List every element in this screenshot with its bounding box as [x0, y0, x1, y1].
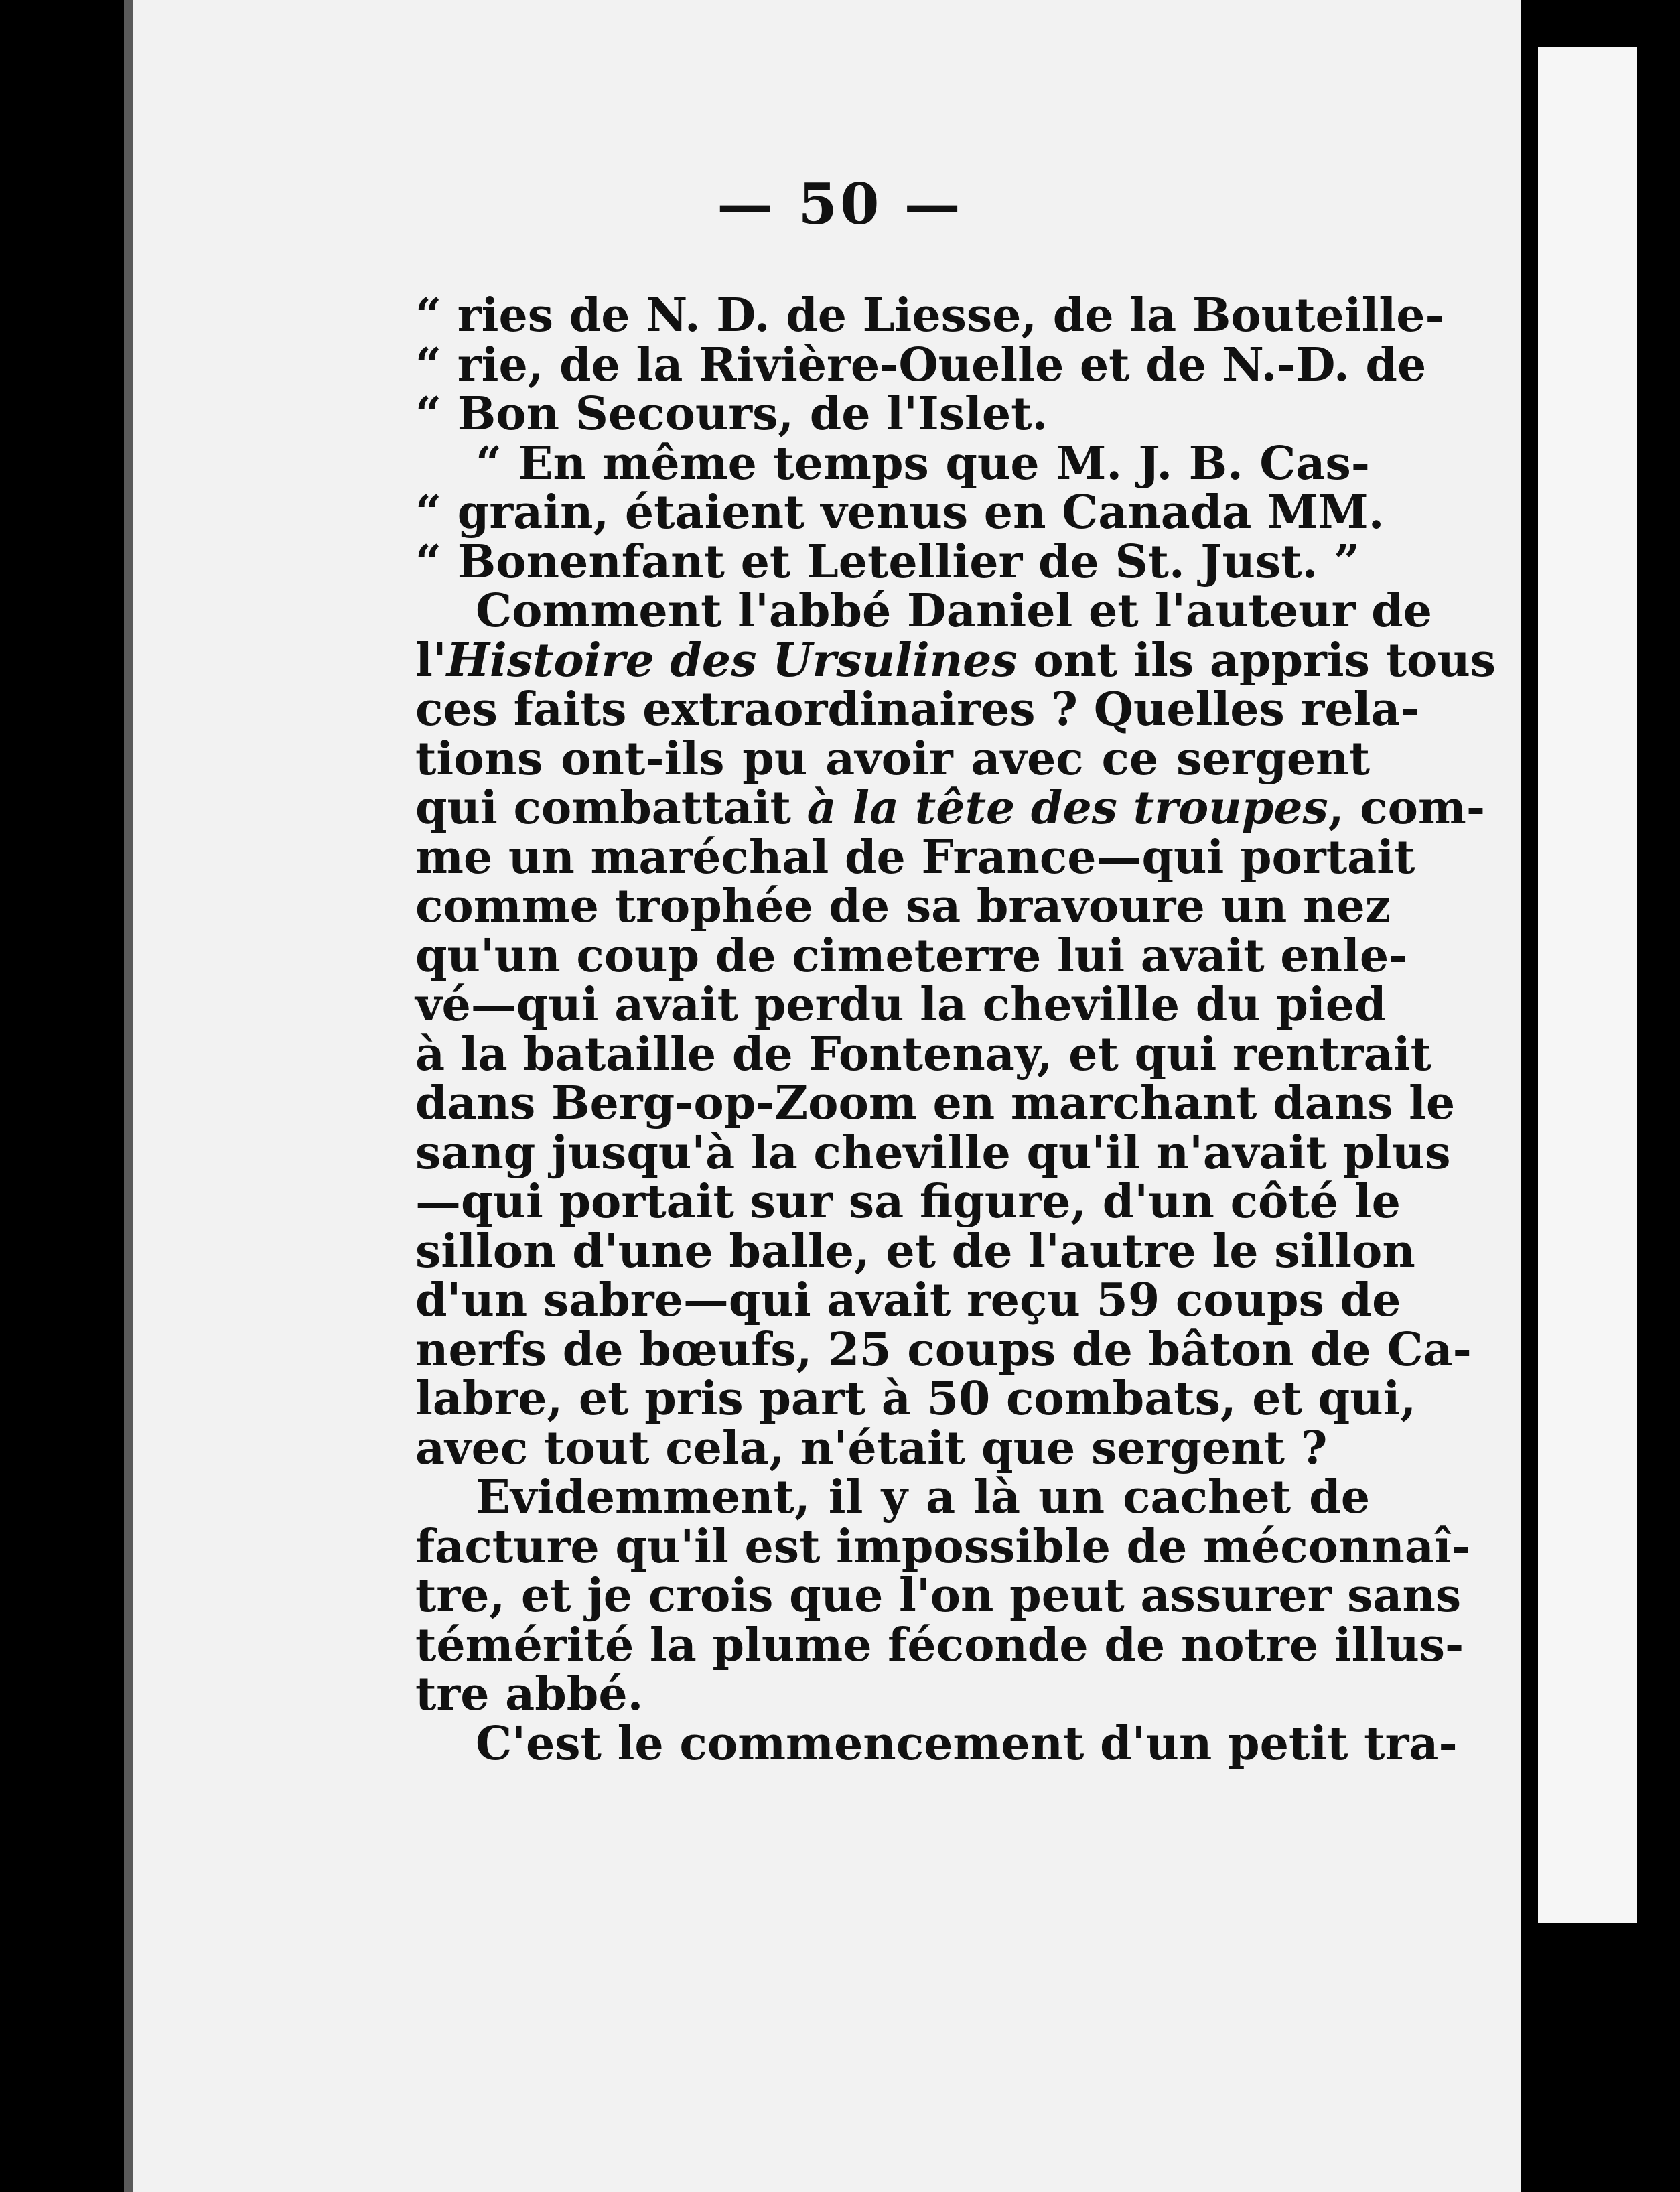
text-line: témérité la plume féconde de notre illus-	[415, 1618, 1464, 1672]
text-line: —qui portait sur sa figure, d'un côté le	[415, 1175, 1401, 1229]
page-number: — 50 —	[717, 171, 963, 237]
text-line: sillon d'une balle, et de l'autre le sillon	[415, 1224, 1415, 1278]
adjacent-page-margin	[1538, 47, 1637, 1923]
italic-suffix: , com-	[1328, 781, 1486, 835]
text-line-with-title	[415, 633, 1496, 687]
text-line: me un maréchal de France—qui portait	[415, 830, 1415, 884]
text-line-with-italic	[415, 781, 1486, 835]
italic-prefix: qui combattait	[415, 781, 807, 835]
body-text	[415, 289, 1496, 1771]
title-suffix: ont ils appris tous	[1017, 633, 1496, 687]
text-line: vé—qui avait perdu la cheville du pied	[415, 978, 1387, 1032]
text-line: avec tout cela, n'était que sergent ?	[415, 1421, 1328, 1475]
text-line: tre abbé.	[415, 1667, 644, 1721]
text-line: “ grain, étaient venus en Canada MM.	[415, 486, 1385, 539]
text-line: “ Bonenfant et Letellier de St. Just. ”	[415, 535, 1360, 589]
text-line: tre, et je crois que l'on peut assurer sans	[415, 1569, 1462, 1623]
text-line: labre, et pris part à 50 combats, et qui,	[415, 1372, 1417, 1426]
text-line: ces faits extraordinaires ? Quelles rela-	[415, 683, 1419, 736]
binding-edge	[1521, 0, 1538, 2192]
text-line: C'est le commencement d'un petit tra-	[476, 1716, 1458, 1771]
page-edge-shadow	[124, 0, 133, 2192]
text-line: nerfs de bœufs, 25 coups de bâton de Ca-	[415, 1322, 1472, 1377]
title-prefix: l'	[415, 633, 447, 687]
text-line: “ En même temps que M. J. B. Cas-	[476, 436, 1370, 490]
text-line: Comment l'abbé Daniel et l'auteur de	[476, 584, 1432, 638]
text-line: qu'un coup de cimeterre lui avait enle-	[415, 929, 1408, 983]
text-line: facture qu'il est impossible de méconnaî-	[415, 1519, 1470, 1574]
text-line: tions ont-ils pu avoir avec ce sergent	[415, 732, 1370, 786]
text-line: d'un sabre—qui avait reçu 59 coups de	[415, 1274, 1401, 1327]
text-line: comme trophée de sa bravoure un nez	[415, 880, 1391, 933]
text-line: “ ries de N. D. de Liesse, de la Bouteille-	[415, 289, 1444, 342]
text-line: sang jusqu'à la cheville qu'il n'avait plus	[415, 1125, 1451, 1180]
book-title: Histoire des Ursulines	[446, 633, 1018, 687]
italic-phrase: à la tête des troupes	[807, 781, 1328, 835]
text-line: dans Berg-op-Zoom en marchant dans le	[415, 1077, 1456, 1130]
text-line: à la bataille de Fontenay, et qui rentrait	[415, 1027, 1432, 1081]
text-line: “ rie, de la Rivière-Ouelle et de N.-D. de	[415, 338, 1427, 392]
text-line: Evidemment, il y a là un cachet de	[476, 1470, 1370, 1524]
text-line: “ Bon Secours, de l'Islet.	[415, 387, 1048, 441]
